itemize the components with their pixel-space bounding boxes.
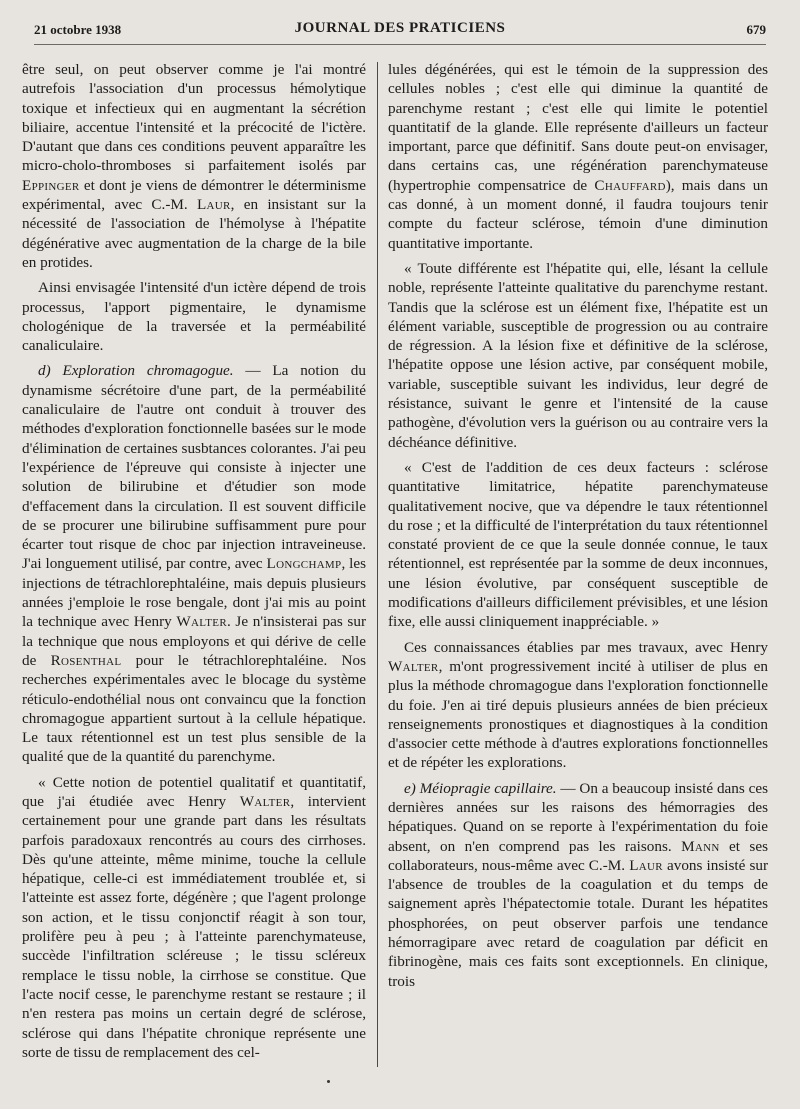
section-e: e) Méiopragie capillaire. — On a beaucoup insisté dans ces dernières années sur les raisons des hémorragies des hépatiques. Quand on se reporte à l'expérimentation du foie absent, on n'en comprend pas les raisons. Mann et ses collaborateurs, nous-même avec C.-M. Laur avons insisté sur l'absence de troubles de la coagulation et du temps de saignement après l'hépatectomie totale. Durant les hépatites phosphorées, on peut observer parfois une tendance hémorragipare avec retard de coagulation par déficit en fibrinogène, mais ces faits sont exceptionnels. En clinique, trois [388,779,769,990]
left-paragraph-4: « Cette notion de potentiel qualitatif et quantitatif, que j'ai étudiée avec Henry Walter, intervient certainement pour une grande part dans les résultats parfois paradoxaux rencontrés au cours des cirrhoses. Dès qu'une atteinte, même minime, touche la cellule hépatique, celle-ci est immédiatement troublée et, si l'atteinte est assez forte, dégénère ; que l'agent prolonge son action, et le tissu conjonctif réagit à son tour, prolifère peu à peu ; à l'atteinte parenchymateuse, succède l'infiltration scléreuse ; le tissu scléreux remplace le tissu noble, la cirrhose se constitue. Que l'acte nocif cesse, le parenchyme restant se restaure ; il n'en restera pas moins un certain degré de sclérose, sclérose qui dans l'hépatite chronique représente une sorte de tissu de remplacement des cel- [22,773,366,1061]
section-label: e) [404,779,416,797]
right-paragraph-4: Ces connaissances établies par mes travaux, avec Henry Walter, m'ont progressivement incité à utiliser de plus en plus la méthode chromagogue dans l'exploration fonctionnelle du foie. J'en ai tiré depuis plusieurs années de bien précieux renseignements pronostiques et diagnostiques à la condition d'associer cette méthode à d'autres explorations fonctionnelles et de répéter les explorations. [388,638,768,772]
author-name: Walter [176,613,227,631]
page-number: 679 [746,22,766,37]
section-d: d) Exploration chromagogue. — La notion du dynamisme sécrétoire d'une part, de la perméabilité canaliculaire de l'autre ont conduit à trouver des méthodes d'exploration fonctionnelle basées sur le mode d'élimination de certaines susbtances colorantes. J'ai peu l'expérience de l'épreuve qui consiste à injecter une solution de bilirubine et d'étudier son mode d'effacement dans la circulation. Il est souvent difficile de se procurer une bilirubine suffisamment pure pour écarter tout risque de choc par injection intraveineuse. J'ai longuement utilisé, par contre, avec Longchamp, les injections de tétrachlorephtaléine, mais depuis plusieurs années j'emploie le rose bengale, dont j'ai mis au point la technique avec Henry Walter. Je n'insisterai pas sur la technique que nous employons et qui dérive de celle de Rosenthal pour le tétrachlorephtaléine. Nos recherches expérimentales avec le blocage du système réticulo-endothélial nous ont convaincu que la fonction chromagogue appartient surtout à la cellule hépatique. Le taux rétentionnel est un test plus sensible de la qualité que de la quantité du parenchyme. [22,362,366,766]
left-paragraph-1: être seul, on peut observer comme je l'ai montré autrefois l'association d'un processus hémolytique toxique et infectieux qui en augmentant la sécrétion biliaire, accentue l'intensité et la précocité de l'ictère. D'autant que dans ces conditions peuvent apparaître les micro-cholo-thromboses si parfaitement isolés par Eppinger et dont je viens de démontrer le déterminisme expérimental, avec C.-M. Laur, en insistant sur la nécessité de l'association de l'hémolyse à l'hépatite dégénérative avec augmentation de la charge de la bile en protides. [22,61,366,271]
author-name: Eppinger [22,176,80,194]
author-name: Chauffard [594,176,666,194]
print-speck [327,1080,330,1083]
journal-title: JOURNAL DES PRATICIENS [294,20,506,36]
right-paragraph-3: « C'est de l'addition de ces deux facteurs : sclérose quantitative limitatrice, hépatite parenchymateuse qualitativement nocive, que va dépendre le taux rétentionnel du rose ; et la difficulté de l'interprétation du taux rétentionnel constaté provient de ce que la seule donnée connue, le taux rétentionnel, est représentée par la somme de deux inconnues, une lésion évolutive, par conséquent susceptible de modifications d'ailleurs difficilement prévisibles, et une lésion fixe, elle aussi cliniquement inappréciable. » [388,458,768,631]
author-name: Walter [388,657,439,675]
author-name: Longchamp [266,555,342,573]
right-column [388,60,768,997]
right-paragraph-1: lules dégénérées, qui est le témoin de la suppression des cellules nobles ; c'est elle qui diminue la quantité de parenchyme restant ; c'est elle qui limite le potentiel quantitatif de la glande. Elle représente d'ailleurs un facteur important, parce que définitif. Sans doute peut-on envisager, dans certains cas, une régénération parenchymateuse (hypertrophie compensatrice de Chauffard), mais dans un cas donné, à un moment donné, il faudra toujours tenir compte du facteur sclérose, témoin d'une diminution quantitative importante. [388,61,768,252]
author-name: Walter [239,792,291,810]
author-name: Laur [629,856,663,874]
section-title: Méiopragie capillaire. [419,779,557,797]
author-name: Mann [681,837,720,855]
author-name: Laur [196,196,231,214]
header-date: 21 octobre 1938 [34,22,122,37]
running-header [34,14,766,45]
right-paragraph-2: « Toute différente est l'hépatite qui, elle, lésant la cellule noble, représente l'atteinte qualitative du parenchyme restant. Tandis que la sclérose est un élément fixe, l'hépatite est un élément variable, susceptible de progression ou au contraire de régression. A la lésion fixe et définitive de la sclérose, l'hépatite oppose une lésion active, par conséquent mobile, variable, susceptible suivant les individus, leur degré de résistance, suivant le genre et l'intensité de la cause pathogène, d'évolution vers la guérison ou au contraire vers la déchéance définitive. [388,259,768,451]
author-name: Rosenthal [50,651,122,669]
left-column [22,60,366,1068]
section-title: Exploration chromagogue. [62,362,234,380]
left-paragraph-2: Ainsi envisagée l'intensité d'un ictère dépend de trois processus, l'apport pigmentaire, le dynamisme chologénique de la traversée et la perméabilité canaliculaire. [22,279,366,355]
column-divider [377,62,378,1067]
section-label: d) [38,362,51,380]
